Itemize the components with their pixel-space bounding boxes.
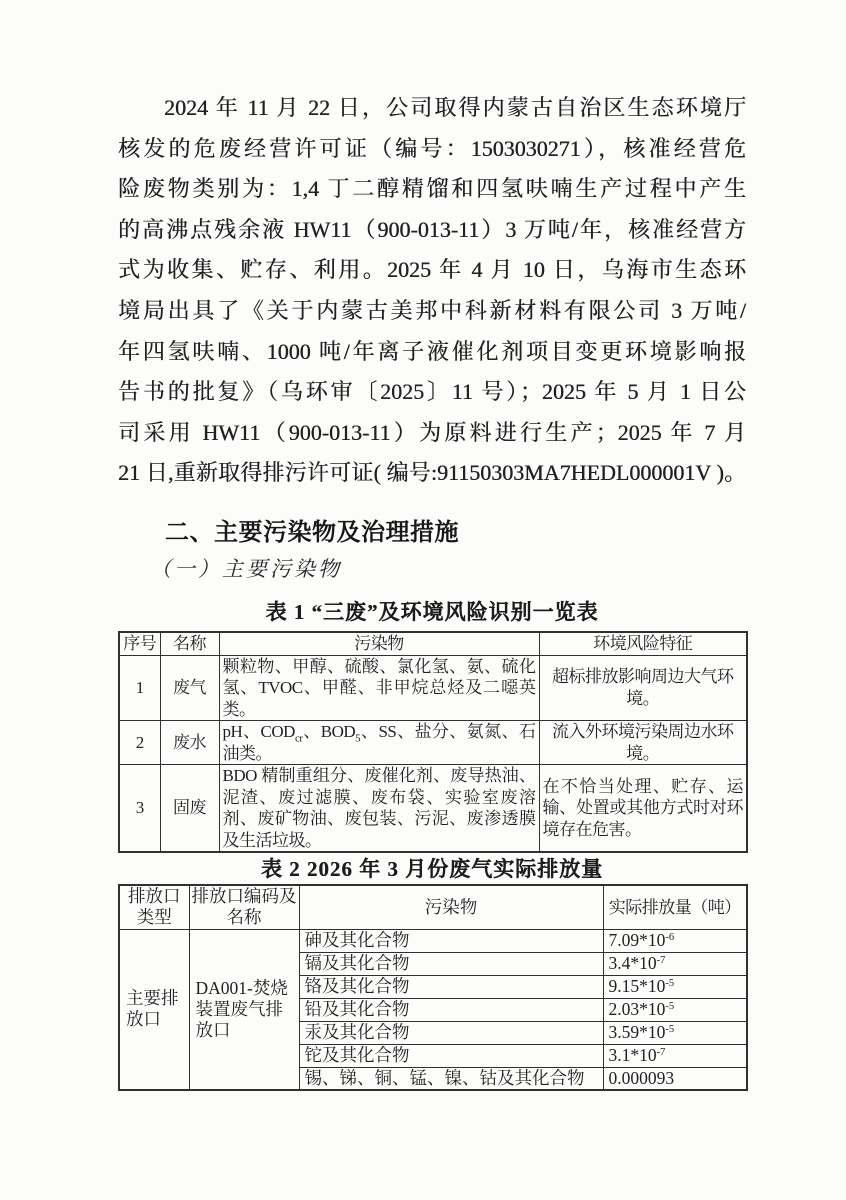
table2-value-cell: $9.15*10^{-5}$ [603, 975, 747, 998]
table2-pollutant-cell: 铬及其化合物 [299, 975, 603, 998]
table2-value-cell: $2.03*10^{-5}$ [603, 998, 747, 1021]
section-heading: 二、主要污染物及治理措施 [165, 519, 459, 546]
table-row [119, 765, 747, 853]
table2-value-cell: $3.4*10^{-7}$ [603, 952, 747, 975]
paragraph-line: 核发的危废经营许可证（编号：1503030271），核准经营危 [118, 135, 746, 161]
outlet-code-cell: DA001-焚烧装置废气排放口 [189, 929, 299, 1090]
table2-pollutant-cell: 铅及其化合物 [299, 998, 603, 1021]
table2-pollutant-cell: 锡、锑、铜、锰、镍、钴及其化合物 [299, 1067, 603, 1090]
paragraph-line: 式为收集、贮存、利用。2025 年 4 月 10 日，乌海市生态环 [118, 257, 746, 283]
paragraph-line: 的高沸点残余液 HW11（900-013-11）3 万吨/年，核准经营方 [118, 216, 746, 242]
table1-name-cell: 废气 [160, 655, 219, 721]
table-row [119, 655, 747, 721]
table2-header-cell: 实际排放量（吨） [603, 885, 747, 929]
paragraph-line: 年四氢呋喃、1000 吨/年离子液催化剂项目变更环境影响报 [118, 338, 746, 364]
waste-risk-table [118, 631, 748, 853]
table1-seq-cell: 3 [119, 765, 160, 853]
table1-seq-cell: 1 [119, 655, 160, 721]
emission-table [118, 884, 748, 1091]
paragraph-line: 险废物类别为：1,4 丁二醇精馏和四氢呋喃生产过程中产生 [118, 176, 746, 202]
table2-caption: 表 2 2026 年 3 月份废气实际排放量 [260, 857, 604, 881]
paragraph-line: 21 日,重新取得排污许可证( 编号:91150303MA7HEDL000001V )。 [118, 460, 746, 486]
table2-value-cell: $3.1*10^{-7}$ [603, 1044, 747, 1067]
paragraph-line: 2024 年 11 月 22 日，公司取得内蒙古自治区生态环境厅 [164, 95, 746, 120]
table1-header-cell: 环境风险特征 [539, 632, 747, 655]
table-header-row [119, 885, 747, 929]
table1-pollutants-cell: pH、$COD_{cr}$、$BOD_5$、SS、盐分、氨氮、石油类。 [219, 721, 539, 765]
table2-pollutant-cell: 铊及其化合物 [299, 1044, 603, 1067]
table2-value-cell: 0.000093 [603, 1067, 747, 1090]
table1-caption: 表 1 “三废”及环境风险识别一览表 [265, 600, 599, 624]
paragraph-line: 告书的批复》（乌环审〔2025〕11 号）；2025 年 5 月 1 日公 [118, 379, 746, 405]
table-row [119, 929, 747, 952]
table2-pollutant-cell: 镉及其化合物 [299, 952, 603, 975]
table1-risk-cell: 超标排放影响周边大气环境。 [539, 655, 747, 721]
table2-value-cell: $7.09*10^{-6}$ [603, 929, 747, 952]
table1-risk-cell: 在不恰当处理、贮存、运输、处置或其他方式时对环境存在危害。 [539, 765, 747, 853]
table1-pollutants-cell: 颗粒物、甲醇、硫酸、氯化氢、氨、硫化氢、TVOC、甲醛、非甲烷总烃及二噁英类。 [219, 655, 539, 721]
table1-pollutants-cell: BDO 精制重组分、废催化剂、废导热油、泥渣、废过滤膜、废布袋、实验室废溶剂、废矿物油、废包装、污泥、废渗透膜及生活垃圾。 [219, 765, 539, 853]
table1-name-cell: 废水 [160, 721, 219, 765]
table2-header-cell: 排放口编码及名称 [189, 885, 299, 929]
table1-name-cell: 固废 [160, 765, 219, 853]
table1-risk-cell: 流入外环境污染周边水环境。 [539, 721, 747, 765]
table-row [119, 721, 747, 765]
table1-header-cell: 序号 [119, 632, 160, 655]
table2-header-cell: 排放口类型 [119, 885, 189, 929]
table2-value-cell: $3.59*10^{-5}$ [603, 1021, 747, 1044]
paragraph-line: 境局出具了《关于内蒙古美邦中科新材料有限公司 3 万吨/ [118, 297, 746, 323]
table1-header-cell: 污染物 [219, 632, 539, 655]
table-header-row [119, 632, 747, 655]
table2-pollutant-cell: 汞及其化合物 [299, 1021, 603, 1044]
table1-header-cell: 名称 [160, 632, 219, 655]
table2-pollutant-cell: 砷及其化合物 [299, 929, 603, 952]
table2-header-cell: 污染物 [299, 885, 603, 929]
body-paragraph [118, 88, 746, 494]
sub-section-heading: （一）主要污染物 [150, 557, 342, 581]
table1-seq-cell: 2 [119, 721, 160, 765]
paragraph-line: 司采用 HW11（900-013-11）为原料进行生产；2025 年 7 月 [118, 419, 746, 445]
outlet-type-cell: 主要排放口 [119, 929, 189, 1090]
